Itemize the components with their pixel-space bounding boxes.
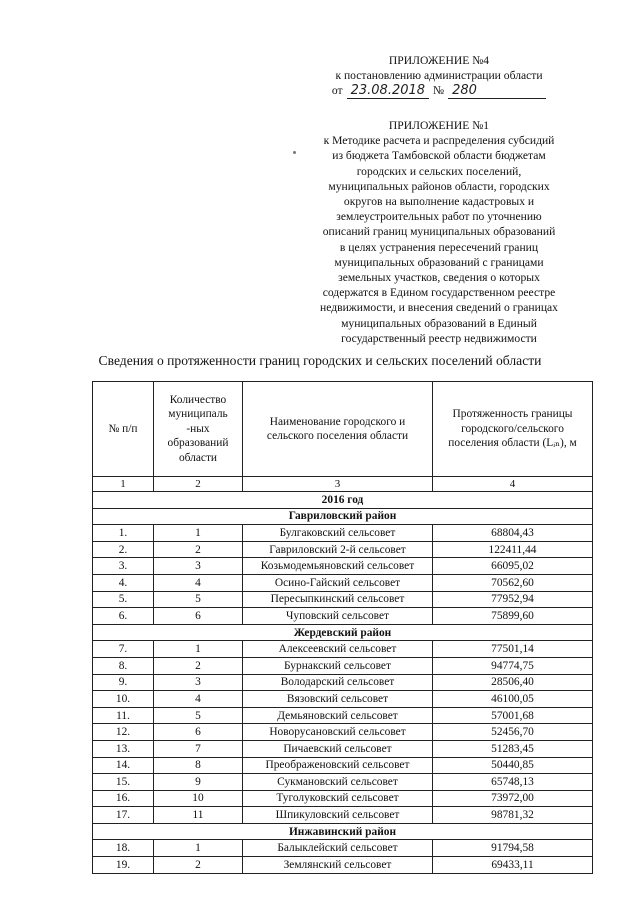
district-name: Инжавинский район <box>93 823 593 840</box>
table-row <box>93 707 593 724</box>
appendix1-line: муниципальных районов области, городских <box>328 179 550 193</box>
settlement-name: Демьяновский сельсовет <box>243 707 433 724</box>
borders-table <box>92 381 593 874</box>
district-row <box>93 624 593 641</box>
row-count: 5 <box>154 707 243 724</box>
settlement-name: Чуповский сельсовет <box>243 608 433 625</box>
table-row <box>93 657 593 674</box>
settlement-name: Бурнакский сельсовет <box>243 657 433 674</box>
appendix1-text <box>300 133 578 346</box>
appendix4-title: ПРИЛОЖЕНИЕ №4 <box>388 54 490 67</box>
column-number: 3 <box>243 477 433 492</box>
row-number: 8. <box>93 657 154 674</box>
border-length: 52456,70 <box>433 724 593 741</box>
appendix1-title: ПРИЛОЖЕНИЕ №1 <box>388 119 490 132</box>
header-number: № п/п <box>93 382 154 477</box>
border-length: 50440,85 <box>433 757 593 774</box>
appendix1-line: городских и сельских поселений, <box>356 164 522 178</box>
row-number: 3. <box>93 558 154 575</box>
appendix1-line: содержатся в Едином государственном реестре <box>322 286 556 300</box>
year-label: 2016 год <box>93 492 593 509</box>
row-number: 5. <box>93 591 154 608</box>
row-number: 11. <box>93 707 154 724</box>
table-row <box>93 740 593 757</box>
row-count: 7 <box>154 740 243 757</box>
appendix1-line: в целях устранения пересечений границ <box>339 240 539 254</box>
row-number: 12. <box>93 724 154 741</box>
row-count: 5 <box>154 591 243 608</box>
appendix4-date-line <box>300 83 578 99</box>
settlement-name: Козьмодемьяновский сельсовет <box>243 558 433 575</box>
row-count: 1 <box>154 840 243 857</box>
table-row <box>93 757 593 774</box>
row-count: 6 <box>154 724 243 741</box>
row-count: 10 <box>154 790 243 807</box>
table-row <box>93 691 593 708</box>
border-length: 69433,11 <box>433 857 593 874</box>
table-title: Сведения о протяженности границ городских и сельских поселений области <box>98 353 542 368</box>
border-length: 91794,58 <box>433 840 593 857</box>
table-row <box>93 558 593 575</box>
settlement-name: Туголуковский сельсовет <box>243 790 433 807</box>
column-number: 4 <box>433 477 593 492</box>
settlement-name: Сукмановский сельсовет <box>243 774 433 791</box>
border-length: 122411,44 <box>433 541 593 558</box>
row-count: 2 <box>154 541 243 558</box>
district-name: Жердевский район <box>93 624 593 641</box>
ink-dot <box>293 151 296 154</box>
district-name: Гавриловский район <box>93 508 593 525</box>
appendix4-subtitle: к постановлению администрации области <box>335 69 543 83</box>
appendix1-line: землеустроительных работ по уточнению <box>336 210 542 224</box>
column-number-row <box>93 477 593 492</box>
appendix1-line: земельных участков, сведения о которых <box>338 271 540 285</box>
row-number: 13. <box>93 740 154 757</box>
row-number: 16. <box>93 790 154 807</box>
table-row <box>93 608 593 625</box>
handwritten-date: 23.08.2018 <box>347 84 429 99</box>
table-row <box>93 591 593 608</box>
row-count: 8 <box>154 757 243 774</box>
row-count: 3 <box>154 674 243 691</box>
table-row <box>93 857 593 874</box>
number-label: № <box>433 84 445 98</box>
table-header-row <box>93 382 593 477</box>
header-count: Количество муниципаль -ных образований области <box>154 382 243 477</box>
row-count: 6 <box>154 608 243 625</box>
district-row <box>93 823 593 840</box>
border-length: 46100,05 <box>433 691 593 708</box>
table-row <box>93 525 593 542</box>
appendix1-line: недвижимости, и внесения сведений о границах <box>320 301 558 315</box>
appendix1-header <box>300 118 578 346</box>
row-count: 3 <box>154 558 243 575</box>
settlement-name: Алексеевский сельсовет <box>243 641 433 658</box>
table-row <box>93 674 593 691</box>
table-row <box>93 641 593 658</box>
row-number: 17. <box>93 807 154 824</box>
settlement-name: Пичаевский сельсовет <box>243 740 433 757</box>
appendix1-line: государственный реестр недвижимости <box>341 331 537 345</box>
settlement-name: Осино-Гайский сельсовет <box>243 574 433 591</box>
settlement-name: Пересыпкинский сельсовет <box>243 591 433 608</box>
year-row <box>93 492 593 509</box>
row-number: 4. <box>93 574 154 591</box>
settlement-name: Балыклейский сельсовет <box>243 840 433 857</box>
table-row <box>93 790 593 807</box>
row-count: 11 <box>154 807 243 824</box>
table-row <box>93 807 593 824</box>
row-number: 2. <box>93 541 154 558</box>
settlement-name: Гавриловский 2-й сельсовет <box>243 541 433 558</box>
settlement-name: Шпикуловский сельсовет <box>243 807 433 824</box>
border-length: 77501,14 <box>433 641 593 658</box>
border-length: 98781,32 <box>433 807 593 824</box>
row-number: 15. <box>93 774 154 791</box>
table-row <box>93 574 593 591</box>
column-number: 2 <box>154 477 243 492</box>
table-row <box>93 724 593 741</box>
settlement-name: Землянский сельсовет <box>243 857 433 874</box>
row-number: 19. <box>93 857 154 874</box>
settlement-name: Преображеновский сельсовет <box>243 757 433 774</box>
header-name: Наименование городского и сельского поселения области <box>243 382 433 477</box>
row-count: 4 <box>154 574 243 591</box>
appendix1-line: муниципальных образований в Единый <box>341 316 537 330</box>
border-length: 68804,43 <box>433 525 593 542</box>
border-length: 57001,68 <box>433 707 593 724</box>
row-number: 10. <box>93 691 154 708</box>
border-length: 73972,00 <box>433 790 593 807</box>
row-count: 1 <box>154 641 243 658</box>
border-length: 75899,60 <box>433 608 593 625</box>
appendix1-line: из бюджета Тамбовской области бюджетам <box>332 149 546 163</box>
row-number: 14. <box>93 757 154 774</box>
table-row <box>93 541 593 558</box>
from-label: от <box>331 84 343 98</box>
district-row <box>93 508 593 525</box>
row-number: 7. <box>93 641 154 658</box>
row-count: 2 <box>154 657 243 674</box>
table-body <box>93 477 593 874</box>
border-length: 66095,02 <box>433 558 593 575</box>
row-number: 18. <box>93 840 154 857</box>
border-length: 77952,94 <box>433 591 593 608</box>
table-row <box>93 840 593 857</box>
settlement-name: Булгаковский сельсовет <box>243 525 433 542</box>
row-count: 2 <box>154 857 243 874</box>
appendix4-header <box>300 53 578 99</box>
border-length: 65748,13 <box>433 774 593 791</box>
row-count: 1 <box>154 525 243 542</box>
border-length: 28506,40 <box>433 674 593 691</box>
settlement-name: Володарский сельсовет <box>243 674 433 691</box>
handwritten-number: 280 <box>448 84 546 99</box>
row-number: 6. <box>93 608 154 625</box>
table-row <box>93 774 593 791</box>
appendix1-line: округов на выполнение кадастровых и <box>343 195 535 209</box>
row-number: 9. <box>93 674 154 691</box>
header-length: Протяженность границы городского/сельского поселения области (Lᵢₙ), м <box>433 382 593 477</box>
settlement-name: Новорусановский сельсовет <box>243 724 433 741</box>
row-number: 1. <box>93 525 154 542</box>
column-number: 1 <box>93 477 154 492</box>
appendix1-line: описаний границ муниципальных образований <box>322 225 556 239</box>
border-length: 70562,60 <box>433 574 593 591</box>
border-length: 51283,45 <box>433 740 593 757</box>
row-count: 4 <box>154 691 243 708</box>
border-length: 94774,75 <box>433 657 593 674</box>
row-count: 9 <box>154 774 243 791</box>
appendix1-line: муниципальных образований с границами <box>334 255 544 269</box>
settlement-name: Вязовский сельсовет <box>243 691 433 708</box>
appendix1-line: к Методике расчета и распределения субсидий <box>323 134 555 148</box>
